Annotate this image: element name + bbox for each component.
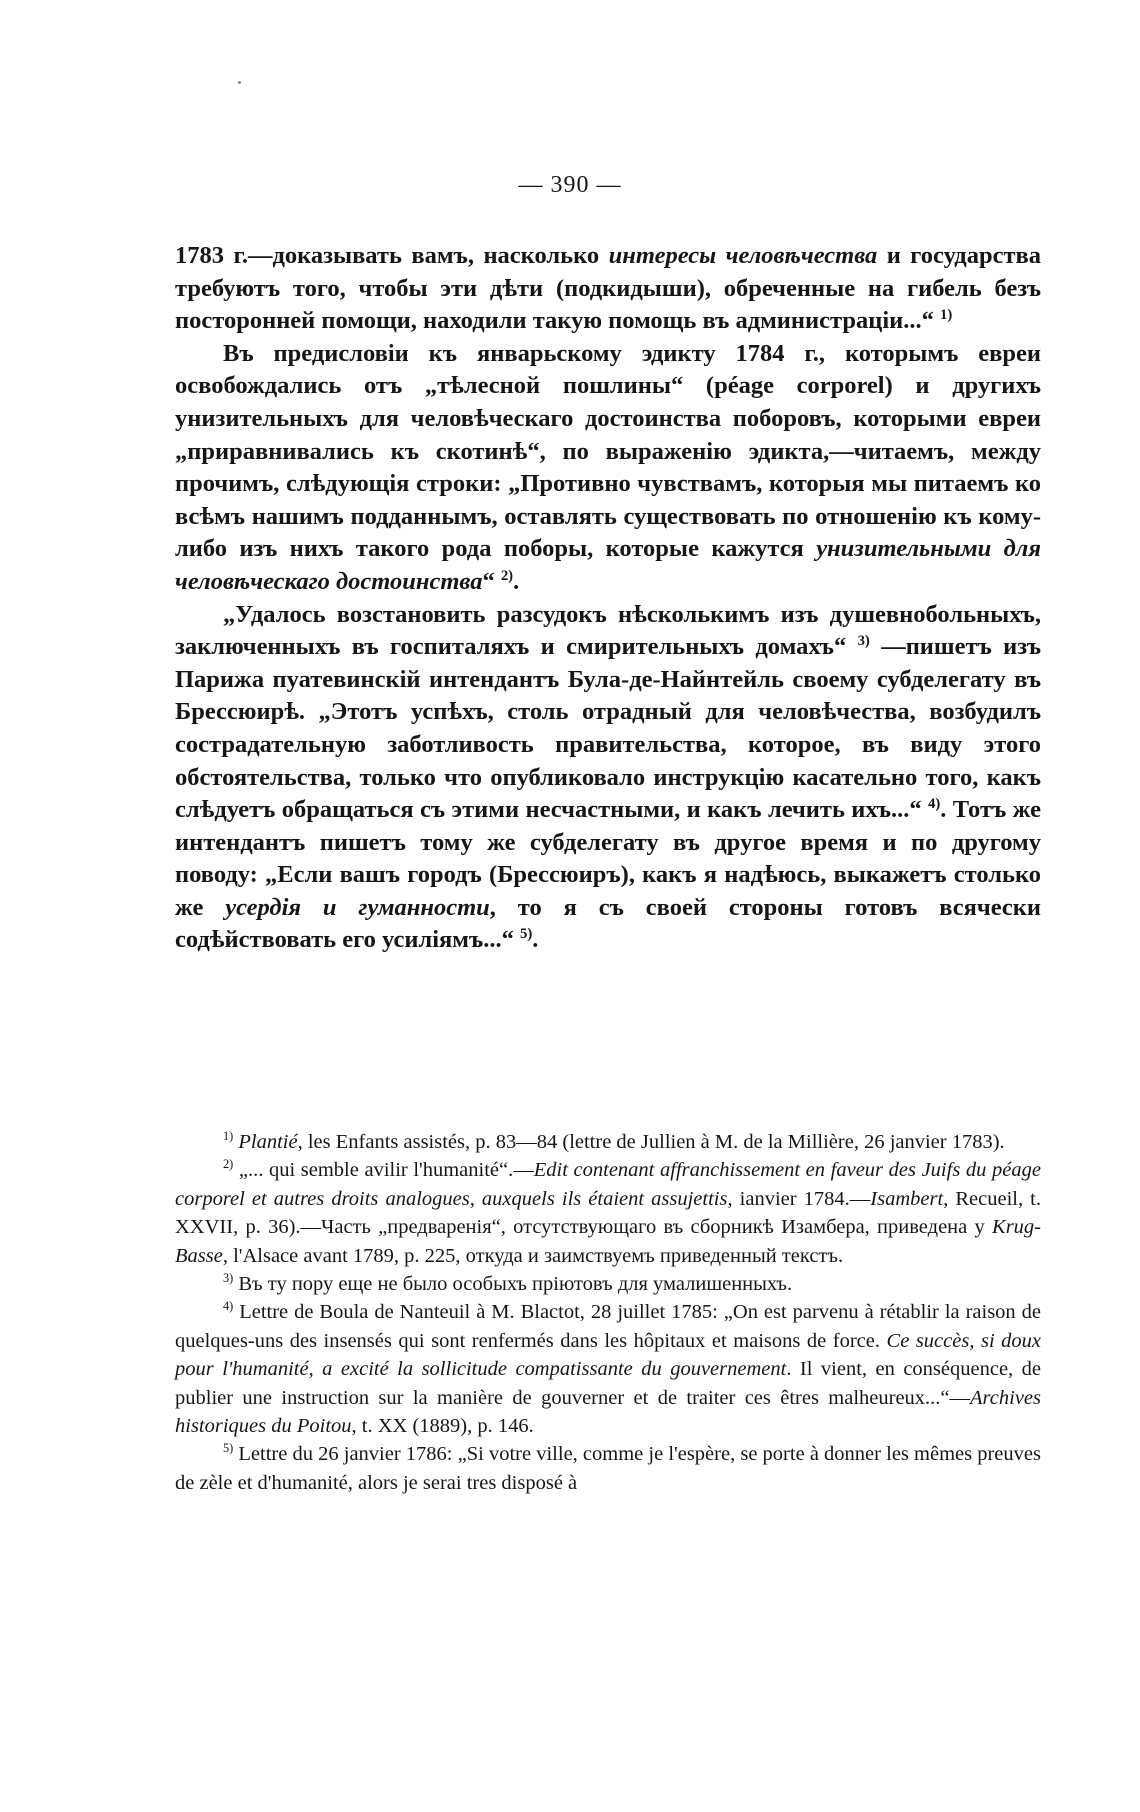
text-run: , les Enfants assistés, p. 83—84 (lettre de Jullien à M. de la Millière, 26 janvier 1783).: [297, 1131, 1005, 1153]
paragraph: [175, 240, 1041, 338]
footnote-marker: 4): [928, 795, 941, 812]
footnote-marker: 3): [223, 1271, 234, 1286]
text-run: „... qui semble avilir l'humanité“.—: [233, 1159, 534, 1182]
footnote-marker: 2): [500, 567, 514, 584]
text-run: . Il vient, en conséquence, de publier une instruction sur la manière de gouverner et de traiter ces êtres malheureux...“—: [175, 1358, 1042, 1409]
italic-text: Isambert: [870, 1187, 944, 1210]
italic-text: Plantié: [238, 1131, 298, 1153]
text-run: Lettre de Boula de Nanteuil à M. Blactot, 28 juillet 1785: „On est parvenu à rétablir la raison de quelques-uns des insensés qui sont renfermés dans les hôpitaux et maisons de force.: [175, 1301, 1041, 1352]
text-run: , Recueil, t. XXVII, p. 36).—Часть „предваренія“, отсутствующаго въ сборникѣ Изамбера, приведена у: [175, 1187, 1042, 1239]
italic-text: интересы человѣчества: [608, 242, 878, 269]
text-run: . Тотъ же интендантъ пишетъ тому же субделегату въ другое время и по другому поводу: „Если вашъ городъ (Брессюиръ), какъ я надѣюсь, выкажетъ столько же: [175, 796, 1041, 921]
italic-text: Edit contenant affranchissement en faveur des Juifs du péage corporel et autres droits analogues, auxquels ils étaient assujettis: [175, 1159, 1041, 1210]
italic-text: Archives historiques du Poitou: [175, 1386, 1041, 1438]
text-run: Въ предисловіи къ январьскому эдикту 1784 г., которымъ евреи освобождались отъ „тѣлесной пошлины“ (péage corporel) и другихъ унизительныхъ для человѣческаго достоинства поборовъ, которыми евреи „приравнивались къ скотинѣ“, по выраженію эдикта,—читаемъ, между прочимъ, слѣдующія строки: „Противно чувствамъ, которыя мы питаемъ ко всѣмъ нашимъ подданнымъ, оставлять существовать по отношенію къ кому-либо изъ нихъ такого рода поборы, которые кажутся: [175, 339, 1041, 563]
footnote-marker: 5): [520, 926, 533, 943]
text-run: Въ ту пору еще не было особыхъ пріютовъ для умалишенныхъ.: [233, 1273, 793, 1296]
italic-text: унизительными для человѣческаго достоинства: [175, 535, 1041, 595]
footnote: [175, 1128, 1041, 1156]
page-number: — 390 —: [518, 172, 622, 198]
text-run: 1783 г.—доказывать вамъ, насколько: [175, 242, 609, 269]
footnote: [175, 1440, 1041, 1497]
text-run: —пишетъ изъ Парижа пуатевинскій интендантъ Була-де-Найнтейль своему субделегату въ Брессюирѣ. „Этотъ успѣхъ, столь отрадный для человѣчества, возбудилъ сострадательную заботливость правительства, которое, въ виду этого обстоятельства, только что опубликовало инструкцію касательно того, какъ слѣдуетъ обращаться съ этими несчастными, и какъ лечить ихъ...“: [175, 633, 1041, 824]
text-run: , l'Alsace avant 1789, p. 225, откуда и заимствуемъ приведенный текстъ.: [222, 1244, 844, 1267]
footnote-marker: 4): [223, 1299, 234, 1314]
text-run: , то я съ своей стороны готовъ всячески содѣйствовать его усиліямъ...“: [175, 893, 1041, 954]
footnote: [175, 1270, 1041, 1298]
footnote: [175, 1298, 1041, 1440]
paragraph: [175, 338, 1041, 599]
footnote-marker: 2): [223, 1157, 234, 1172]
paragraph: [175, 599, 1041, 958]
italic-text: Krug-Basse: [175, 1216, 1041, 1267]
footnote: [175, 1156, 1041, 1270]
text-run: .: [513, 567, 520, 595]
main-text: [175, 240, 1041, 957]
text-run: Lettre du 26 janvier 1786: „Si votre ville, comme je l'espère, se porte à donner les mêmes preuves de zèle et d'humanité, alors je serai tres disposé à: [175, 1443, 1041, 1494]
italic-text: усердія и гуманности: [225, 893, 490, 921]
text-run: “: [482, 567, 501, 595]
text-run: , ianvier 1784.—: [727, 1187, 871, 1210]
footnote-marker: 1): [223, 1129, 234, 1144]
text-run: .: [532, 926, 539, 954]
print-speck: [238, 81, 241, 84]
text-run: и государства требуютъ того, чтобы эти дѣти (подкидыши), обреченные на гибель безъ посторонней помощи, находили такую помощь въ администраціи...“: [175, 242, 1041, 335]
text-run: „Удалось возстановить разсудокъ нѣсколькимъ изъ душевнобольныхъ, заключенныхъ въ госпиталяхъ и смирительныхъ домахъ“: [175, 600, 1041, 661]
footnote-marker: 1): [940, 307, 953, 324]
footnote-marker: 3): [857, 632, 870, 649]
italic-text: Ce succès, si doux pour l'humanité, a excité la sollicitude compatissante du gouvernement: [175, 1329, 1042, 1381]
text-run: , t. XX (1889), p. 146.: [351, 1415, 534, 1438]
footnotes: [175, 1128, 1041, 1497]
footnote-marker: 5): [223, 1441, 234, 1456]
